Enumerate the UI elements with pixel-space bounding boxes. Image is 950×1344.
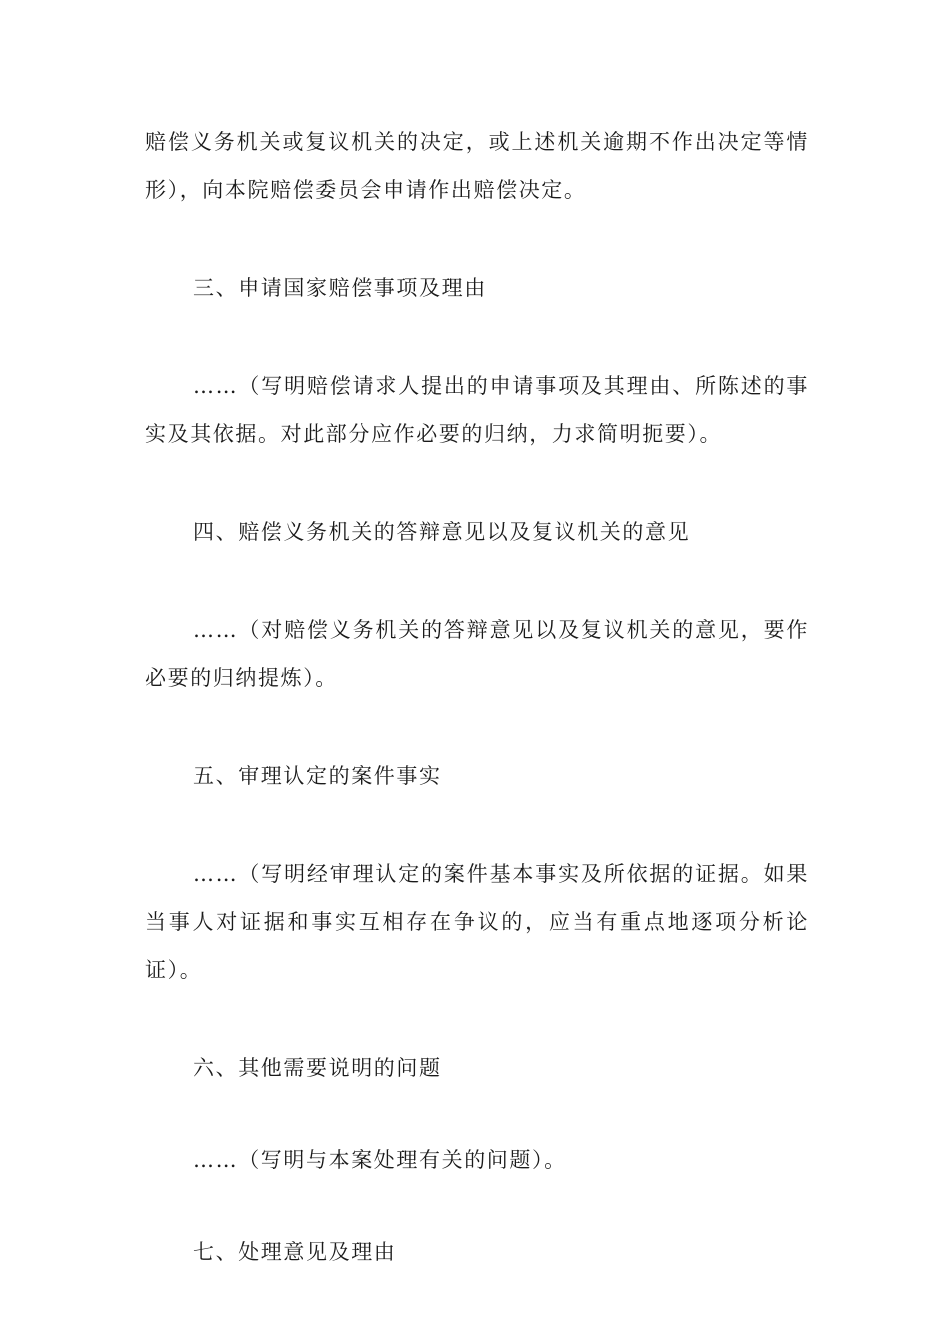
paragraph-continuation: 赔偿义务机关或复议机关的决定，或上述机关逾期不作出决定等情形），向本院赔偿委员会申请作出赔偿决定。	[145, 130, 809, 202]
paragraph-section-5-body: ……（写明经审理认定的案件基本事实及所依据的证据。如果当事人对证据和事实互相存在争议的，应当有重点地逐项分析论证）。	[145, 862, 809, 982]
paragraph-section-3-body: ……（写明赔偿请求人提出的申请事项及其理由、所陈述的事实及其依据。对此部分应作必要的归纳，力求简明扼要）。	[145, 374, 809, 446]
section-heading-4: 四、赔偿义务机关的答辩意见以及复议机关的意见	[193, 520, 691, 544]
document-page	[145, 118, 809, 1276]
section-heading-6: 六、其他需要说明的问题	[193, 1056, 442, 1080]
section-heading-3: 三、申请国家赔偿事项及理由	[193, 276, 487, 300]
section-heading-5: 五、审理认定的案件事实	[193, 764, 442, 788]
paragraph-section-4-body: ……（对赔偿义务机关的答辩意见以及复议机关的意见，要作必要的归纳提炼）。	[145, 618, 809, 690]
section-heading-7: 七、处理意见及理由	[193, 1240, 397, 1264]
paragraph-section-6-body: ……（写明与本案处理有关的问题）。	[193, 1148, 567, 1172]
